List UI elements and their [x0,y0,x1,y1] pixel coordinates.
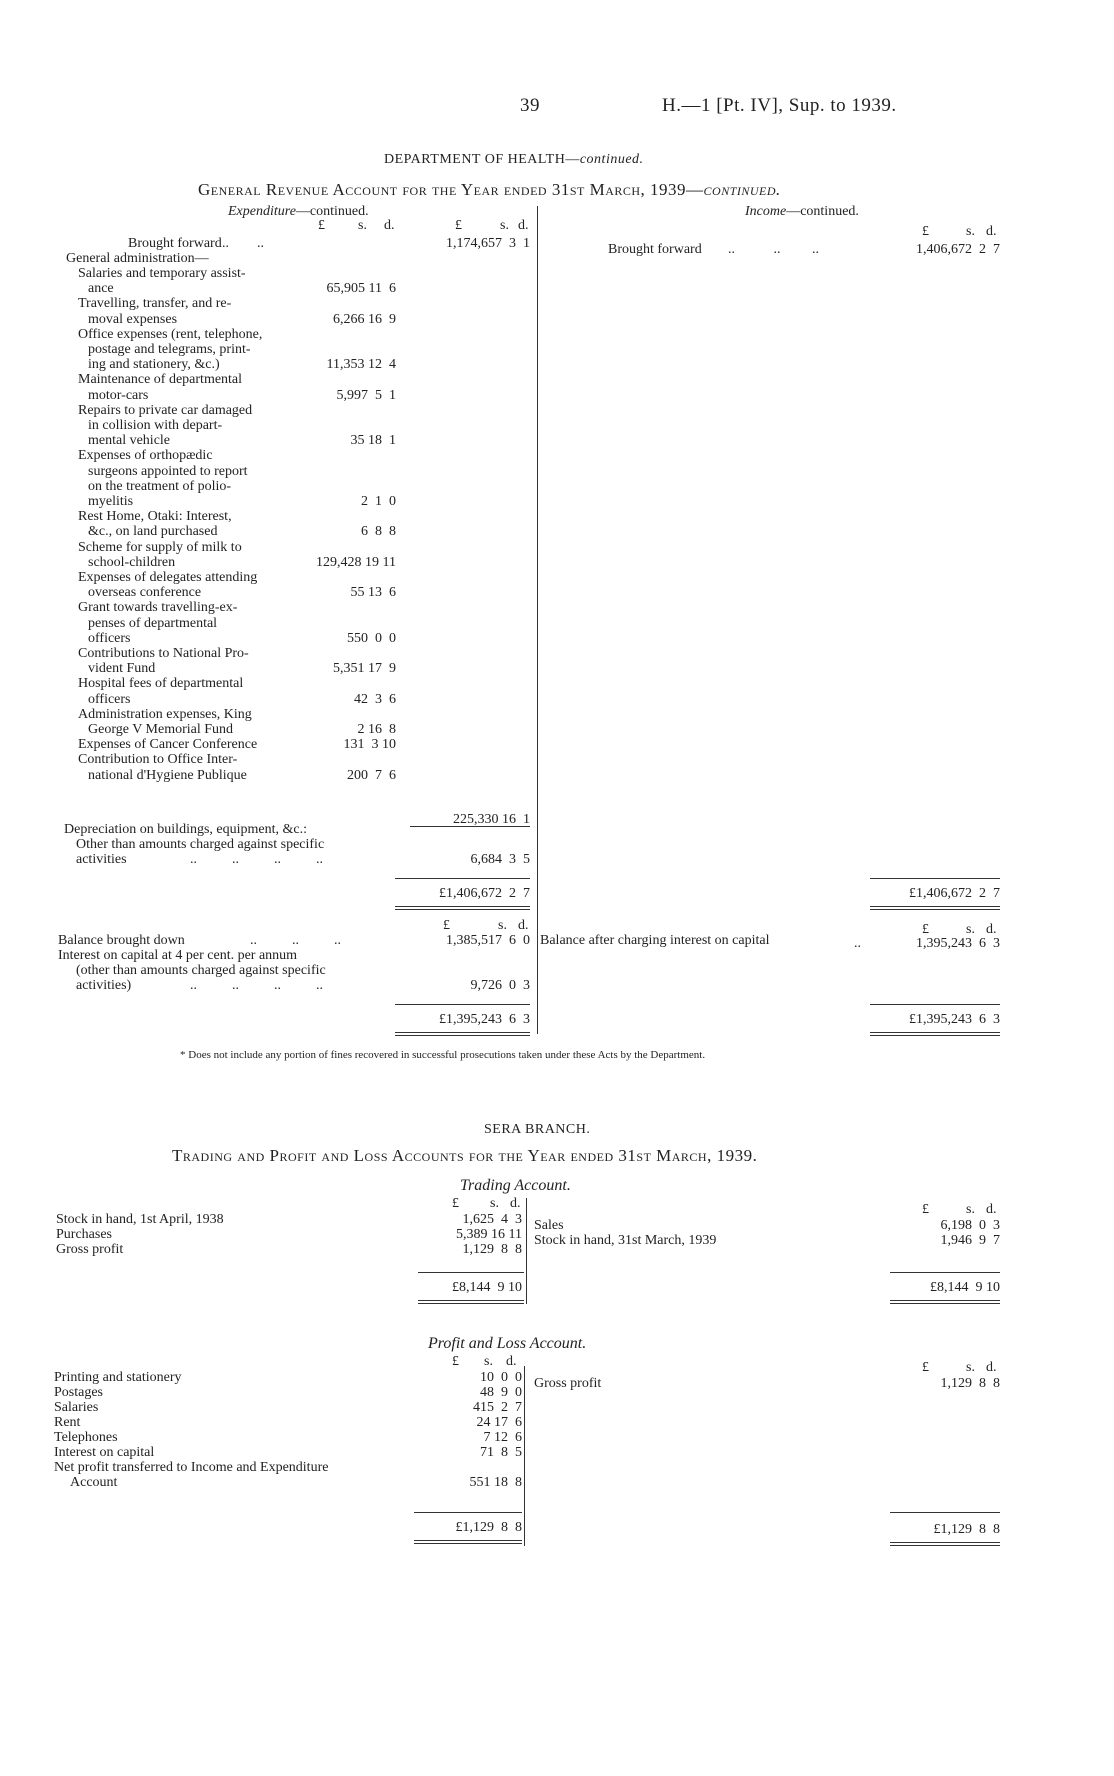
rule [870,906,1000,907]
trading-left-amount: 1,129 8 8 [462,1242,522,1257]
trading-left-label: Gross profit [56,1242,124,1257]
rule [890,1272,1000,1273]
trading-col-pound-right: £ [922,1202,929,1217]
pl-left-amount: 7 12 6 [483,1430,522,1445]
general-admin-total: 225,330 16 1 [453,812,530,827]
brought-forward-total: 1,174,657 3 1 [446,236,530,251]
expenditure-item-line: officers [88,630,131,646]
col-d-outer: d. [518,218,529,233]
expenditure-item-line: Salaries and temporary assist- [78,266,246,281]
pl-left-amount: 551 18 8 [469,1475,522,1490]
expenditure-item-line: ing and stationery, &c.) [88,357,220,373]
trading-left-amount: 5,389 16 11 [456,1227,522,1242]
expenditure-item-line: national d'Hygiene Publique [88,767,247,783]
department-title-text: DEPARTMENT OF HEALTH— [384,152,580,167]
expenditure-item-amount: 55 13 6 [350,585,396,601]
rule [418,1300,524,1301]
depreciation-amount: 6,684 3 5 [470,852,530,867]
trading-right-label: Stock in hand, 31st March, 1939 [534,1233,717,1248]
trading-col-d: d. [510,1196,521,1211]
expenditure-item-amount: 6,266 16 9 [333,311,396,327]
expenditure-item-amount: 65,905 11 6 [326,281,396,297]
expenditure-item-amount: 11,353 12 4 [326,357,396,373]
rule [870,909,1000,910]
expenditure-item-line: officers [88,691,131,707]
expenditure-heading-text: Expenditure [228,204,296,219]
col-pound-balance-right: £ [922,922,929,937]
interest-line-2: (other than amounts charged against specific [76,963,326,978]
rule [870,1004,1000,1005]
trading-account-title: Trading Account. [460,1177,571,1194]
brought-forward-label: Brought forward [128,236,222,251]
trading-col-s: s. [490,1196,499,1211]
pl-left-label: Account [70,1475,118,1490]
trading-right-total: £8,144 9 10 [930,1280,1000,1295]
expenditure-item-amount: 200 7 6 [347,767,396,783]
col-d-inner: d. [384,218,395,233]
pl-account-title: Profit and Loss Account. [428,1335,587,1352]
trading-col-s-right: s. [966,1202,975,1217]
rule [890,1303,1000,1304]
pl-divider [524,1366,525,1546]
income-heading-suffix: —continued. [786,204,859,219]
pl-col-s: s. [484,1354,493,1369]
rule [395,1004,530,1005]
balance-right-amount: 1,395,243 6 3 [916,936,1000,951]
expenditure-item-line: Maintenance of departmental [78,372,243,388]
expenditure-item-line: moval expenses [88,311,178,327]
balance-right-label: Balance after charging interest on capital [540,933,770,948]
col-pound-inner: £ [318,218,325,233]
leader-dots: .. .. .. [728,242,819,257]
pl-col-pound-right: £ [922,1360,929,1375]
income-brought-forward-label: Brought forward [608,242,702,257]
rule [414,1543,522,1544]
expenditure-item-line: ance [88,281,114,297]
pl-left-total: £1,129 8 8 [455,1520,522,1535]
pl-col-d: d. [506,1354,517,1369]
pl-left-amount: 71 8 5 [480,1445,522,1460]
leader-dots: .. .. [222,236,264,251]
interest-line-3: activities) [76,978,132,993]
pl-left-label: Rent [54,1415,81,1430]
col-pound-outer: £ [455,218,462,233]
expenditure-item-amount: 129,428 19 11 [316,554,396,570]
col-s-balance: s. [498,918,507,933]
rule [414,1512,522,1513]
expenditure-item-line: Hospital fees of departmental [78,676,244,692]
expenditure-item-line: surgeons appointed to report [88,463,248,479]
rule [890,1512,1000,1513]
expenditure-item-line: Office expenses (rent, telephone, [78,326,263,342]
expenditure-item-line: Expenses of Cancer Conference [78,737,258,753]
footnote: * Does not include any portion of fines recovered in successful prosecutions taken under these Acts by the Department. [180,1049,706,1061]
pl-left-label: Interest on capital [54,1445,155,1460]
rule [870,1032,1000,1033]
expenditure-item-line: penses of departmental [88,615,218,631]
col-pound-income: £ [922,224,929,239]
expenditure-item-line: in collision with depart- [88,418,223,433]
balance-right-total: £1,395,243 6 3 [909,1012,1000,1027]
expenditure-item-line: motor-cars [88,387,149,403]
department-title-suffix: continued. [579,152,644,167]
expenditure-item-amount: 5,997 5 1 [336,387,396,403]
expenditure-item-amount: 2 1 0 [361,494,396,509]
expenditure-item-line: myelitis [88,494,134,509]
account-title-text: General Revenue Account for the Year ended 31st March, 1939— [198,180,704,199]
trading-right-label: Sales [534,1218,564,1233]
pl-left-amount: 10 0 0 [480,1370,522,1385]
expenditure-item-line: postage and telegrams, print- [88,342,251,357]
interest-line-1: Interest on capital at 4 per cent. per annum [58,948,298,963]
pl-left-label: Printing and stationery [54,1370,182,1385]
pl-left-label: Telephones [54,1430,118,1445]
expenditure-item-line: Travelling, transfer, and re- [78,296,232,312]
expenditure-item-line: Grant towards travelling-ex- [78,600,238,616]
page-number: 39 [520,95,540,116]
leader-dots: .. .. .. .. [190,978,323,993]
income-heading [745,204,859,219]
department-title [384,152,644,167]
rule [395,1032,530,1033]
trading-right-amount: 6,198 0 3 [940,1218,1000,1233]
col-s-income: s. [966,224,975,239]
expenditure-item-amount: 131 3 10 [343,737,396,753]
depreciation-line-3: activities [76,852,127,867]
expenditure-grand-total: £1,406,672 2 7 [439,886,530,901]
rule [890,1542,1000,1543]
pl-right-amount: 1,129 8 8 [940,1376,1000,1391]
expenditure-item-line: Contributions to National Pro- [78,646,249,661]
trading-divider [526,1198,527,1304]
rule [395,1035,530,1036]
col-s-outer: s. [500,218,509,233]
expenditure-item-line: Expenses of orthopædic [78,448,213,464]
expenditure-heading-suffix: —continued. [295,204,369,219]
income-heading-text: Income [745,204,787,219]
trading-left-label: Stock in hand, 1st April, 1938 [56,1212,224,1227]
pl-right-label: Gross profit [534,1376,602,1391]
leader-dots: .. [854,936,861,951]
trading-left-total: £8,144 9 10 [452,1280,522,1295]
expenditure-item-line: Repairs to private car damaged [78,402,253,418]
trading-left-label: Purchases [56,1227,112,1242]
pl-left-label: Net profit transferred to Income and Expenditure [54,1460,329,1475]
pl-right-total: £1,129 8 8 [933,1522,1000,1537]
expenditure-item-line: Contribution to Office Inter- [78,752,238,768]
pl-col-s-right: s. [966,1360,975,1375]
expenditure-item-amount: 2 16 8 [357,722,396,737]
expenditure-item-amount: 6 8 8 [361,524,396,540]
rule [890,1300,1000,1301]
col-s-inner: s. [358,218,367,233]
sera-accounts-title: Trading and Profit and Loss Accounts for the Year ended 31st March, 1939. [172,1146,758,1165]
leader-dots: .. .. .. .. [190,852,323,867]
col-pound-balance: £ [443,918,450,933]
trading-left-amount: 1,625 4 3 [462,1212,522,1227]
expenditure-item-amount: 42 3 6 [354,691,396,707]
rule [414,1540,522,1541]
expenditure-item-line: school-children [88,554,176,570]
sera-title: SERA BRANCH. [484,1122,591,1137]
expenditure-item-line: on the treatment of polio- [88,478,232,494]
expenditure-item-line: Rest Home, Otaki: Interest, [78,509,232,525]
pl-col-pound: £ [452,1354,459,1369]
col-s-balance-right: s. [966,922,975,937]
col-d-balance-right: d. [986,922,997,937]
pl-col-d-right: d. [986,1360,997,1375]
expenditure-item-line: Scheme for supply of milk to [78,539,242,555]
rule [395,909,530,910]
leader-dots: .. .. .. [250,933,341,948]
depreciation-line-2: Other than amounts charged against specific [76,837,325,852]
income-grand-total: £1,406,672 2 7 [909,886,1000,901]
expenditure-item-line: overseas conference [88,585,202,601]
expenditure-item-amount: 5,351 17 9 [333,661,396,677]
rule [395,878,530,879]
expenditure-item-line: vident Fund [88,661,156,677]
depreciation-line-1: Depreciation on buildings, equipment, &c.: [64,822,308,837]
pl-left-amount: 415 2 7 [473,1400,522,1415]
trading-col-d-right: d. [986,1202,997,1217]
general-admin-heading: General administration— [66,251,209,266]
rule [870,1035,1000,1036]
balance-brought-down-label: Balance brought down [58,933,185,948]
expenditure-item-line: mental vehicle [88,433,171,449]
rule [418,1303,524,1304]
document-reference: H.—1 [Pt. IV], Sup. to 1939. [662,95,897,116]
pl-left-label: Salaries [54,1400,99,1415]
trading-right-amount: 1,946 9 7 [940,1233,1000,1248]
expenditure-item-line: &c., on land purchased [88,524,218,540]
expenditure-item-amount: 35 18 1 [350,433,396,449]
expenditure-item-line: George V Memorial Fund [88,722,234,737]
column-divider [537,206,538,1034]
account-title [198,182,781,197]
expenditure-item-amount: 550 0 0 [347,630,396,646]
balance-left-total: £1,395,243 6 3 [439,1012,530,1027]
pl-left-amount: 48 9 0 [480,1385,522,1400]
col-d-income: d. [986,224,997,239]
pl-left-amount: 24 17 6 [476,1415,522,1430]
rule [890,1545,1000,1546]
interest-amount: 9,726 0 3 [470,978,530,993]
col-d-balance: d. [518,918,529,933]
expenditure-heading [228,204,369,219]
rule [870,878,1000,879]
income-brought-forward-amount: 1,406,672 2 7 [916,242,1000,257]
rule [418,1272,524,1273]
trading-col-pound: £ [452,1196,459,1211]
pl-left-label: Postages [54,1385,103,1400]
balance-brought-down-amount: 1,385,517 6 0 [446,933,530,948]
account-title-suffix: continued. [703,180,781,199]
expenditure-item-line: Expenses of delegates attending [78,570,258,585]
rule [395,906,530,907]
expenditure-item-line: Administration expenses, King [78,706,252,722]
